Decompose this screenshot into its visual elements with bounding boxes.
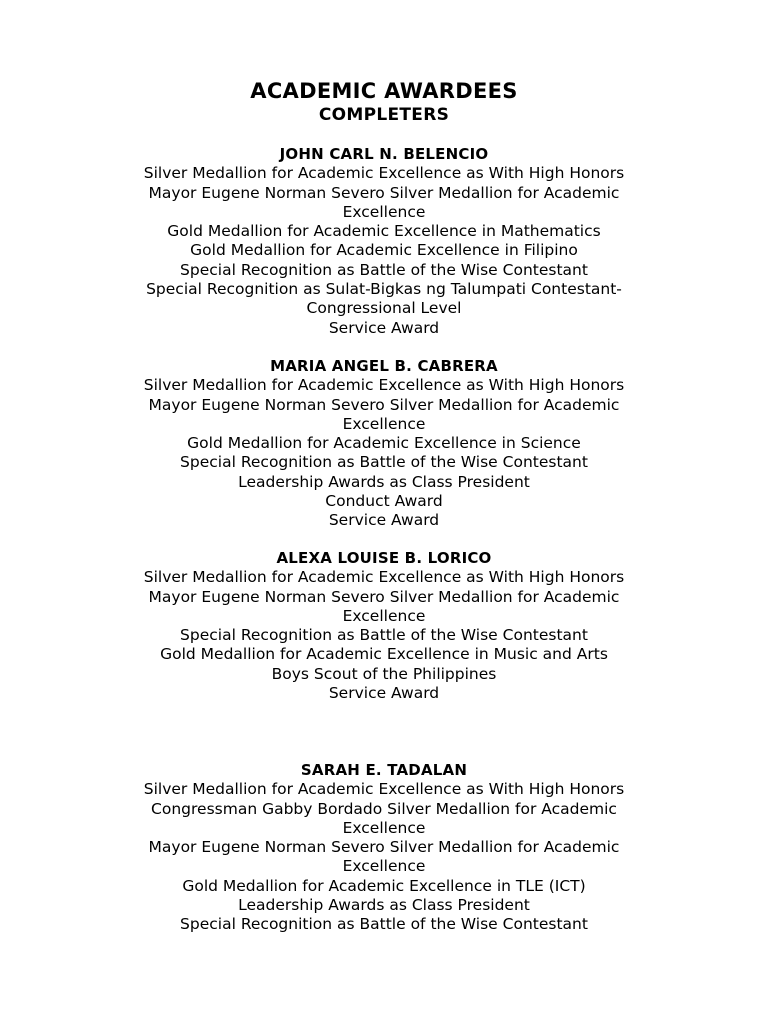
- award-line: Mayor Eugene Norman Severo Silver Medallion for Academic: [148, 183, 620, 202]
- awardee-section: [0, 549, 768, 703]
- awardee-name: JOHN CARL N. BELENCIO: [279, 145, 489, 163]
- award-line: Special Recognition as Sulat-Bigkas ng Talumpati Contestant-: [146, 280, 622, 299]
- award-line: Gold Medallion for Academic Excellence in Music and Arts: [160, 645, 608, 664]
- award-line: Silver Medallion for Academic Excellence as With High Honors: [143, 568, 625, 587]
- award-line: Mayor Eugene Norman Severo Silver Medallion for Academic: [148, 587, 620, 606]
- award-line: Silver Medallion for Academic Excellence as With High Honors: [143, 780, 625, 799]
- award-line: Service Award: [328, 511, 440, 530]
- award-line: Excellence: [342, 414, 426, 433]
- awardee-section: [0, 357, 768, 531]
- award-line: Conduct Award: [325, 492, 443, 511]
- award-line: Gold Medallion for Academic Excellence in TLE (ICT): [182, 876, 586, 895]
- award-line: Special Recognition as Battle of the Wise Contestant: [180, 626, 588, 645]
- award-line: Leadership Awards as Class President: [238, 896, 530, 915]
- award-line: Special Recognition as Battle of the Wise Contestant: [180, 453, 588, 472]
- award-line: Excellence: [342, 202, 426, 221]
- award-line: Gold Medallion for Academic Excellence in Filipino: [190, 241, 578, 260]
- document-title: ACADEMIC AWARDEES: [250, 79, 518, 103]
- award-line: Congressional Level: [306, 299, 462, 318]
- awardee-name: SARAH E. TADALAN: [300, 761, 468, 779]
- document-subtitle: COMPLETERS: [318, 105, 450, 125]
- award-line: Boys Scout of the Philippines: [271, 664, 497, 683]
- award-line: Congressman Gabby Bordado Silver Medallion for Academic: [151, 799, 617, 818]
- awardee-name: ALEXA LOUISE B. LORICO: [276, 549, 492, 567]
- award-line: Service Award: [328, 684, 440, 703]
- award-line: Mayor Eugene Norman Severo Silver Medallion for Academic: [148, 395, 620, 414]
- award-line: Gold Medallion for Academic Excellence in Mathematics: [167, 222, 601, 241]
- award-line: Leadership Awards as Class President: [238, 472, 530, 491]
- award-line: Excellence: [342, 818, 426, 837]
- award-line: Excellence: [342, 606, 426, 625]
- award-line: Service Award: [328, 318, 440, 337]
- award-line: Silver Medallion for Academic Excellence as With High Honors: [143, 376, 625, 395]
- awardee-name: MARIA ANGEL B. CABRERA: [270, 357, 498, 375]
- award-line: Gold Medallion for Academic Excellence in Science: [187, 434, 581, 453]
- award-line: Silver Medallion for Academic Excellence as With High Honors: [143, 164, 625, 183]
- awardee-section: [0, 761, 768, 935]
- award-line: Special Recognition as Battle of the Wise Contestant: [180, 915, 588, 934]
- award-line: Special Recognition as Battle of the Wise Contestant: [180, 260, 588, 279]
- awardee-section: [0, 145, 768, 338]
- award-line: Excellence: [342, 857, 426, 876]
- award-line: Mayor Eugene Norman Severo Silver Medallion for Academic: [148, 838, 620, 857]
